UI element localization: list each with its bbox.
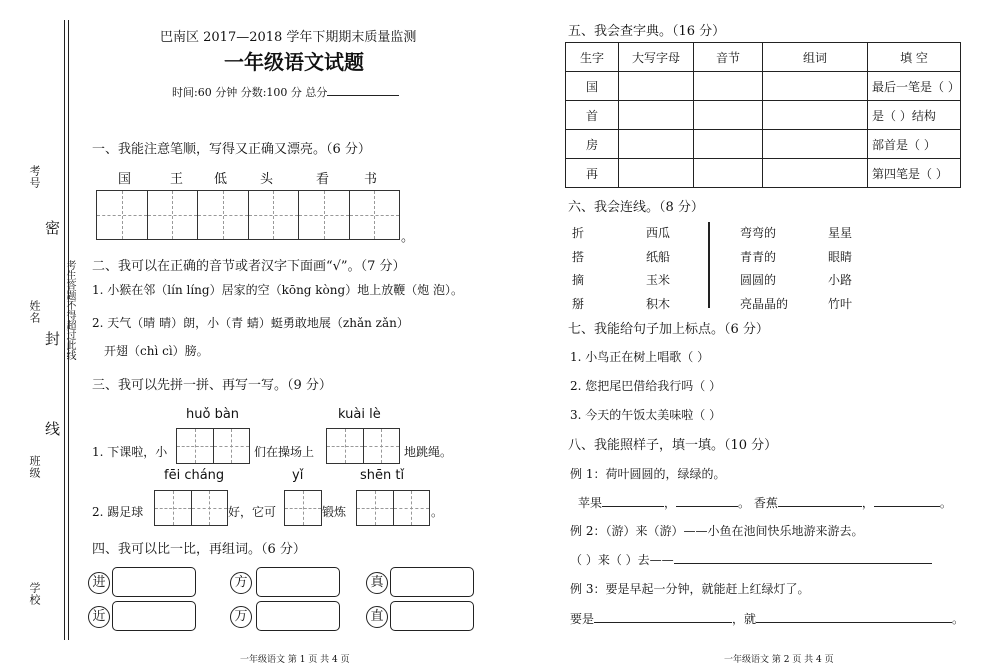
- row-char: 首: [566, 101, 619, 130]
- answer-cell[interactable]: [694, 130, 763, 159]
- match-item[interactable]: 折: [572, 226, 585, 240]
- match-item[interactable]: 弯弯的: [740, 226, 777, 240]
- blank[interactable]: [756, 622, 952, 623]
- blank[interactable]: [602, 506, 664, 507]
- fill-text: 要是: [570, 612, 595, 626]
- s1-heading: 一、我能注意笔顺，写得又正确又漂亮。（6 分）: [92, 142, 371, 157]
- fill-text: 。: [952, 612, 965, 626]
- s8-fill-2: [570, 551, 932, 568]
- match-left: [572, 222, 584, 316]
- col-header: 生字: [566, 43, 619, 72]
- s8-fill-1: [578, 494, 952, 511]
- answer-grid[interactable]: [284, 490, 322, 526]
- answer-cell[interactable]: [694, 72, 763, 101]
- match-item[interactable]: 小路: [828, 273, 853, 287]
- fill-text: ，: [664, 496, 677, 510]
- answer-cell[interactable]: [763, 159, 868, 188]
- match-item[interactable]: 纸船: [646, 249, 671, 264]
- fill-text: ，就: [732, 612, 757, 626]
- banji-label: 班级: [28, 455, 41, 479]
- s3-line1a: 1. 下课啦，小: [92, 445, 168, 459]
- s3-pinyin-2a: fēi cháng: [164, 468, 225, 483]
- s8-example-1: 例 1：荷叶圆圆的，绿绿的。: [570, 467, 726, 481]
- table-row: [566, 101, 961, 130]
- s1-char: 低: [214, 172, 228, 187]
- answer-cell[interactable]: [694, 159, 763, 188]
- xingming-label: 姓名: [28, 300, 41, 324]
- s3-pinyin-2b: yǐ: [292, 468, 304, 483]
- fill-cell[interactable]: 最后一笔是（ ）: [868, 72, 961, 101]
- table-row: [566, 72, 961, 101]
- s2-line2: 2. 天气（晴 晴）朗，小（青 蜻）蜓勇敢地展（zhǎn zǎn）: [92, 316, 409, 330]
- fill-text: 。 香蕉: [738, 496, 778, 510]
- s7-item: 2. 您把尾巴借给我行吗（ ）: [570, 379, 722, 393]
- kaohao-label: 考号: [28, 165, 41, 189]
- s8-fill-3: [570, 610, 964, 627]
- s7-item: 3. 今天的午饭太美味啦（ ）: [570, 408, 722, 422]
- fill-cell[interactable]: 第四笔是（ ）: [868, 159, 961, 188]
- match-mid: [646, 222, 670, 316]
- word-box[interactable]: [390, 567, 474, 597]
- answer-cell[interactable]: [619, 159, 694, 188]
- xian-char: 线: [45, 420, 61, 438]
- word-box[interactable]: [390, 601, 474, 631]
- col-header: 填 空: [868, 43, 961, 72]
- blank[interactable]: [778, 506, 862, 507]
- answer-grid[interactable]: [154, 490, 228, 526]
- dictionary-table: [565, 42, 961, 188]
- match-item[interactable]: 圆圆的: [740, 273, 777, 287]
- s4-heading: 四、我可以比一比，再组词。（6 分）: [92, 542, 306, 557]
- match-r2: [828, 222, 852, 316]
- s3-line1c: 地跳绳。: [404, 445, 453, 459]
- s3-line2c: 锻炼: [322, 505, 347, 519]
- exam-region: 巴南区 2017—2018 学年下期期末质量监测: [160, 30, 417, 45]
- fill-text: （ ）来（ ）去——: [570, 553, 674, 567]
- s1-char: 王: [170, 172, 184, 187]
- match-r1: [740, 222, 788, 316]
- answer-grid[interactable]: [326, 428, 400, 464]
- footer-page-2: 一年级语文 第 2 页 共 4 页: [724, 655, 834, 665]
- compare-char: 进: [88, 572, 110, 594]
- mi-char: 密: [45, 219, 61, 237]
- answer-cell[interactable]: [694, 101, 763, 130]
- match-item[interactable]: 掰: [572, 296, 585, 311]
- fill-cell[interactable]: 是（ ）结构: [868, 101, 961, 130]
- match-item[interactable]: 搭: [572, 249, 585, 264]
- exam-meta: [172, 84, 399, 100]
- row-char: 房: [566, 130, 619, 159]
- answer-cell[interactable]: [619, 101, 694, 130]
- s6-heading: 六、我会连线。（8 分）: [568, 200, 704, 215]
- s2-line3: 开翅（chì cì）膀。: [104, 344, 209, 358]
- writing-grid[interactable]: [96, 190, 400, 240]
- match-item[interactable]: 西瓜: [646, 226, 671, 240]
- blank[interactable]: [874, 506, 940, 507]
- s8-example-3: 例 3：要是早起一分钟，就能赶上红绿灯了。: [570, 582, 810, 596]
- s7-item: 1. 小鸟正在树上唱歌（ ）: [570, 350, 710, 364]
- compare-char: 直: [366, 606, 388, 628]
- word-box[interactable]: [112, 567, 196, 597]
- s8-example-2: 例 2：（游）来（游）——小鱼在池间快乐地游来游去。: [570, 524, 864, 538]
- s2-heading: 二、我可以在正确的音节或者汉字下面画“√”。（7 分）: [92, 259, 406, 274]
- s3-line2d: 。: [431, 505, 444, 519]
- meta-text: 时间:60 分钟 分数:100 分 总分: [172, 86, 328, 99]
- match-item[interactable]: 玉米: [646, 273, 671, 287]
- match-item[interactable]: 星星: [828, 226, 853, 240]
- fill-cell[interactable]: 部首是（ ）: [868, 130, 961, 159]
- s3-line2b: 好，它可: [228, 505, 277, 519]
- match-item[interactable]: 眼睛: [828, 249, 853, 264]
- s1-char: 看: [316, 172, 330, 187]
- s3-heading: 三、我可以先拼一拼、再写一写。（9 分）: [92, 378, 332, 393]
- match-item[interactable]: 摘: [572, 273, 585, 287]
- s1-dot: 。: [401, 230, 415, 245]
- word-box[interactable]: [112, 601, 196, 631]
- s8-heading: 八、我能照样子，填一填。（10 分）: [568, 438, 778, 453]
- s3-pinyin-1b: kuài lè: [338, 407, 381, 422]
- blank[interactable]: [676, 506, 738, 507]
- footer-page-1: 一年级语文 第 1 页 共 4 页: [240, 655, 350, 665]
- match-divider: [708, 222, 710, 308]
- s3-line2a: 2. 踢足球: [92, 505, 144, 519]
- col-header: 音节: [694, 43, 763, 72]
- answer-cell[interactable]: [763, 72, 868, 101]
- s1-char: 国: [118, 172, 132, 187]
- compare-char: 真: [366, 572, 388, 594]
- match-item[interactable]: 竹叶: [828, 296, 853, 311]
- xuexiao-label: 学校: [28, 582, 41, 606]
- s3-pinyin-2c: shēn tǐ: [360, 468, 405, 483]
- fill-text: 。: [939, 496, 952, 510]
- fill-text: ，: [861, 496, 874, 510]
- table-row: [566, 159, 961, 188]
- blank[interactable]: [674, 563, 932, 564]
- s2-line1: 1. 小猴在邻（lín líng）居家的空（kōng kòng）地上放鞭（炮 泡）。: [92, 283, 464, 297]
- answer-cell[interactable]: [619, 130, 694, 159]
- compare-char: 近: [88, 606, 110, 628]
- page-title: 一年级语文试题: [224, 50, 364, 74]
- answer-cell[interactable]: [763, 130, 868, 159]
- feng-char: 封: [45, 330, 61, 348]
- answer-grid[interactable]: [176, 428, 250, 464]
- table-row: [566, 130, 961, 159]
- match-item[interactable]: 积木: [646, 296, 671, 311]
- answer-cell[interactable]: [763, 101, 868, 130]
- word-box[interactable]: [256, 567, 340, 597]
- table-header: [566, 43, 961, 72]
- compare-char: 方: [230, 572, 252, 594]
- s1-char: 头: [260, 172, 274, 187]
- notice-label: 考生答题不得超过此线: [64, 260, 75, 360]
- col-header: 组词: [763, 43, 868, 72]
- s7-heading: 七、我能给句子加上标点。（6 分）: [568, 322, 769, 337]
- s1-char: 书: [364, 172, 378, 187]
- row-char: 再: [566, 159, 619, 188]
- blank[interactable]: [594, 622, 732, 623]
- row-char: 国: [566, 72, 619, 101]
- fill-text: 苹果: [578, 496, 603, 510]
- answer-cell[interactable]: [619, 72, 694, 101]
- s5-heading: 五、我会查字典。（16 分）: [568, 24, 726, 39]
- word-box[interactable]: [256, 601, 340, 631]
- match-item[interactable]: 亮晶晶的: [740, 296, 789, 311]
- answer-grid[interactable]: [356, 490, 430, 526]
- compare-char: 万: [230, 606, 252, 628]
- s3-pinyin-1a: huǒ bàn: [186, 407, 240, 422]
- s3-line1b: 们在操场上: [254, 445, 315, 459]
- col-header: 大写字母: [619, 43, 694, 72]
- match-item[interactable]: 青青的: [740, 249, 777, 264]
